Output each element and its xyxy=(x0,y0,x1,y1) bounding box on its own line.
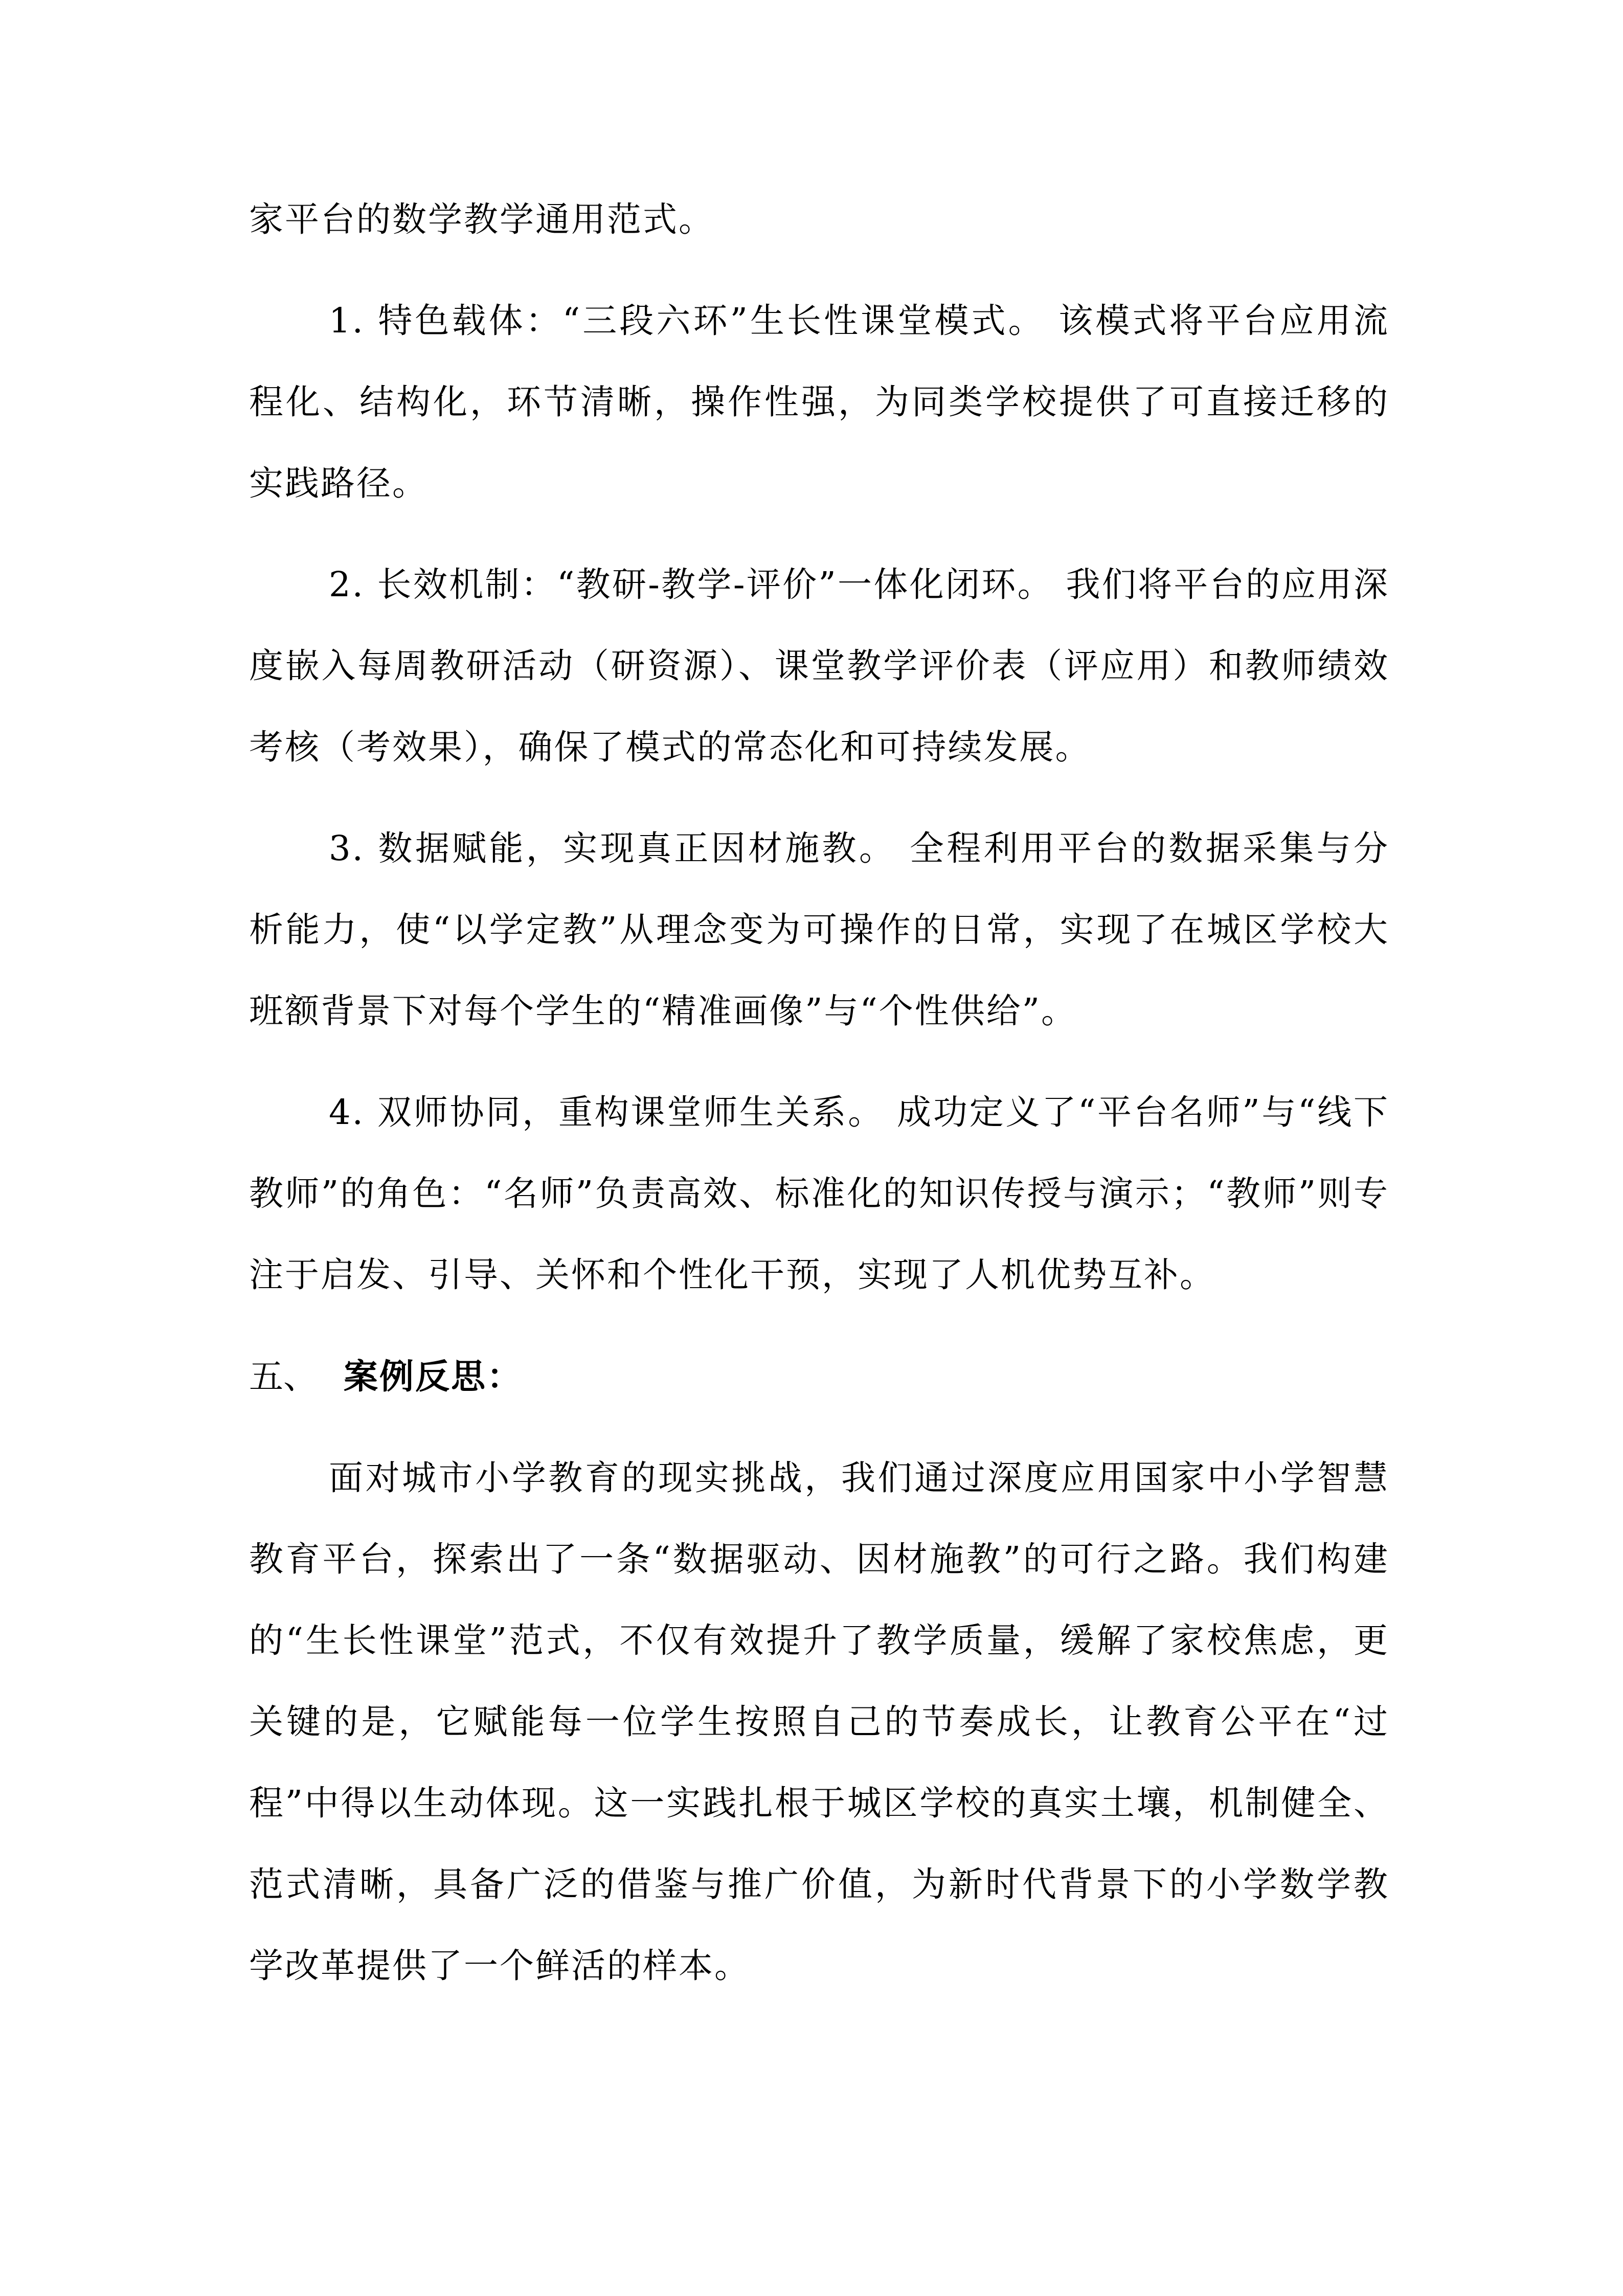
section-title: 案例反思： xyxy=(344,1356,523,1397)
section-heading xyxy=(249,1336,1389,1417)
point-1-paragraph: 1. 特色载体：“三段六环”生长性课堂模式。 该模式将平台应用流程化、结构化，环节清晰，操作性强，为同类学校提供了可直接迁移的实践路径。 xyxy=(249,301,1389,503)
section-number: 五、 xyxy=(249,1357,318,1397)
reflection-paragraph: 面对城市小学教育的现实挑战，我们通过深度应用国家中小学智慧教育平台，探索出了一条“数据驱动、因材施教”的可行之路。我们构建的“生长性课堂”范式，不仅有效提升了教学质量，缓解了家校焦虑，更关键的是，它赋能每一位学生按照自己的节奏成长，让教育公平在“过程”中得以生动体现。这一实践扎根于城区学校的真实土壤，机制健全、范式清晰，具备广泛的借鉴与推广价值，为新时代背景下的小学数学教学改革提供了一个鲜活的样本。 xyxy=(249,1458,1389,1986)
intro-paragraph: 家平台的数学教学通用范式。 xyxy=(249,199,714,239)
point-2-paragraph: 2. 长效机制：“教研-教学-评价”一体化闭环。 我们将平台的应用深度嵌入每周教研活动（研资源）、课堂教学评价表（评应用）和教师绩效考核（考效果），确保了模式的常态化和可持续发展。 xyxy=(249,565,1389,767)
point-4-paragraph: 4. 双师协同，重构课堂师生关系。 成功定义了“平台名师”与“线下教师”的角色：“名师”负责高效、标准化的知识传授与演示；“教师”则专注于启发、引导、关怀和个性化干预，实现了人机优势互补。 xyxy=(249,1092,1389,1295)
document-page xyxy=(249,179,1389,2027)
point-3-paragraph: 3. 数据赋能，实现真正因材施教。 全程利用平台的数据采集与分析能力，使“以学定教”从理念变为可操作的日常，实现了在城区学校大班额背景下对每个学生的“精准画像”与“个性供给”。 xyxy=(249,828,1389,1031)
